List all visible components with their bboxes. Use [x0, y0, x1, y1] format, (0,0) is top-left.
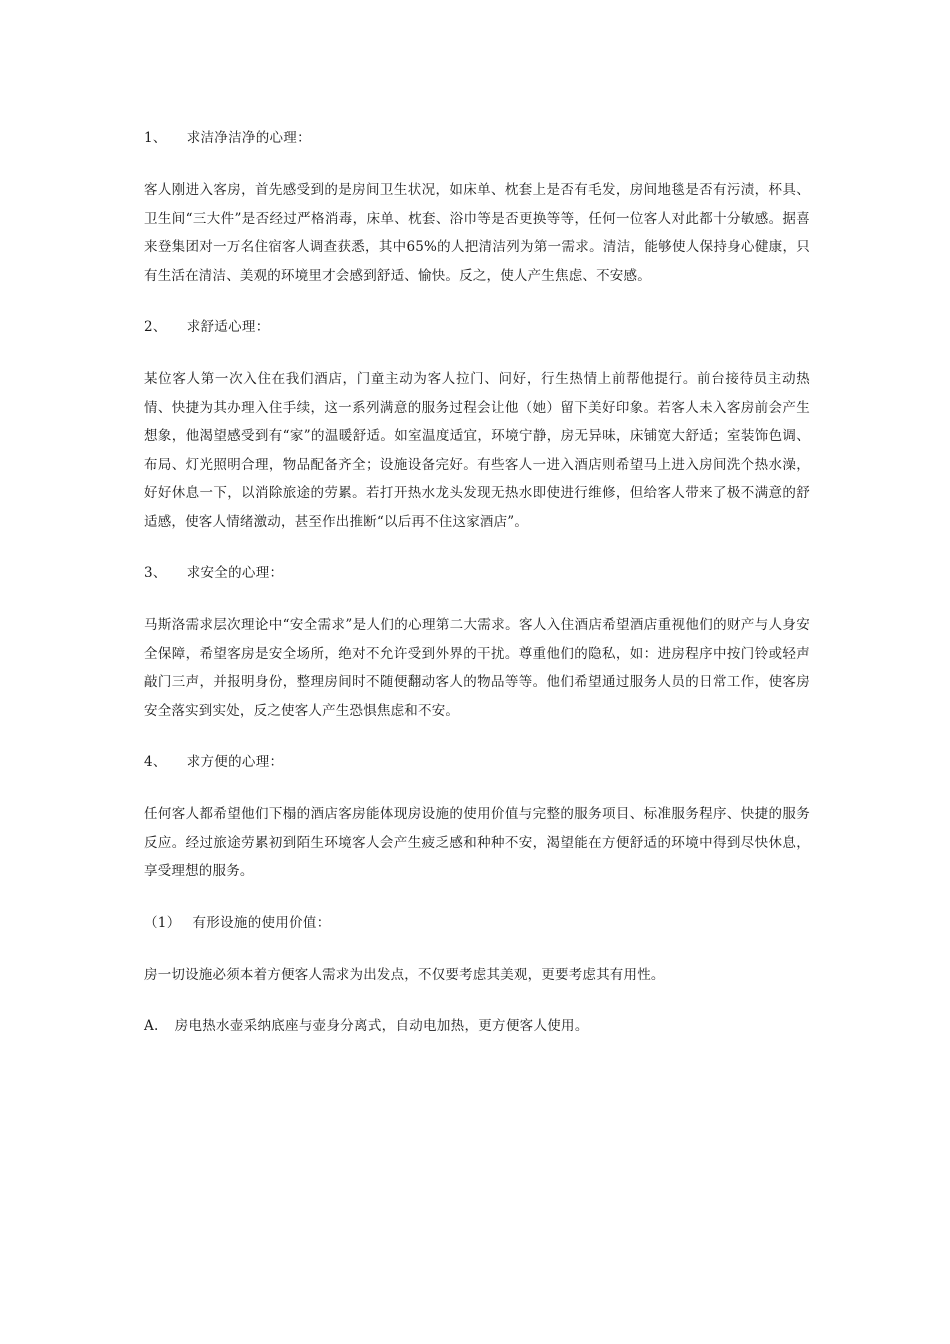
list-item-label: A. [144, 1018, 159, 1034]
section-number: 2、 [144, 319, 167, 335]
section-title: 求舒适心理： [186, 319, 270, 335]
section-heading-2 [144, 313, 810, 341]
list-item [144, 1012, 810, 1040]
section-heading-3 [144, 559, 810, 587]
section-number: 4、 [144, 754, 167, 770]
section-title: 求洁净洁净的心理： [186, 130, 311, 146]
list-item-text: 房电热水壶采纳底座与壶身分离式，自动电加热，更方便客人使用。 [174, 1018, 589, 1034]
section-title: 求方便的心理： [186, 754, 284, 770]
document-body [144, 124, 810, 1064]
sub-section-number: （1） [144, 914, 181, 931]
sub-section-heading [144, 909, 810, 937]
sub-section-title: 有形设施的使用价值： [192, 914, 331, 931]
section-title: 求安全的心理： [186, 565, 284, 581]
section-heading-4 [144, 748, 810, 776]
section-paragraph: 客人刚进入客房，首先感受到的是房间卫生状况，如床单、枕套上是否有毛发，房间地毯是否有污渍，杯具、卫生间“三大件”是否经过严格消毒，床单、枕套、浴巾等是否更换等等，任何一位客人对此都十分敏感。据喜来登集团对一万名住宿客人调查获悉，其中65%的人把清洁列为第一需求。清洁，能够使人保持身心健康，只有生活在清洁、美观的环境里才会感到舒适、愉快。反之，使人产生焦虑、不安感。 [144, 182, 810, 284]
section-number: 1、 [144, 130, 167, 146]
section-heading-1 [144, 124, 810, 152]
sub-section-paragraph: 房一切设施必须本着方便客人需求为出发点，不仅要考虑其美观，更要考虑其有用性。 [144, 966, 665, 983]
section-number: 3、 [144, 565, 167, 581]
section-paragraph: 某位客人第一次入住在我们酒店，门童主动为客人拉门、问好，行生热情上前帮他提行。前台接待员主动热情、快捷为其办理入住手续，这一系列满意的服务过程会让他（她）留下美好印象。若客人未入客房前会产生想象，他渴望感受到有“家”的温暖舒适。如室温度适宜，环境宁静，房无异味，床铺宽大舒适；室装饰色调、布局、灯光照明合理，物品配备齐全；设施设备完好。有些客人一进入酒店则希望马上进入房间洗个热水澡，好好休息一下，以消除旅途的劳累。若打开热水龙头发现无热水即使进行维修，但给客人带来了极不满意的舒适感，使客人情绪激动，甚至作出推断“以后再不住这家酒店”。 [144, 371, 810, 530]
section-paragraph: 马斯洛需求层次理论中“安全需求”是人们的心理第二大需求。客人入住酒店希望酒店重视他们的财产与人身安全保障，希望客房是安全场所，绝对不允许受到外界的干扰。尊重他们的隐私，如：进房程序中按门铃或轻声敲门三声，并报明身份，整理房间时不随便翻动客人的物品等等。他们希望通过服务人员的日常工作，使客房安全落实到实处，反之使客人产生恐惧焦虑和不安。 [144, 617, 810, 719]
section-paragraph: 任何客人都希望他们下榻的酒店客房能体现房设施的使用价值与完整的服务项目、标准服务程序、快捷的服务反应。经过旅途劳累初到陌生环境客人会产生疲乏感和种种不安，渴望能在方便舒适的环境中得到尽快休息，享受理想的服务。 [144, 806, 810, 879]
